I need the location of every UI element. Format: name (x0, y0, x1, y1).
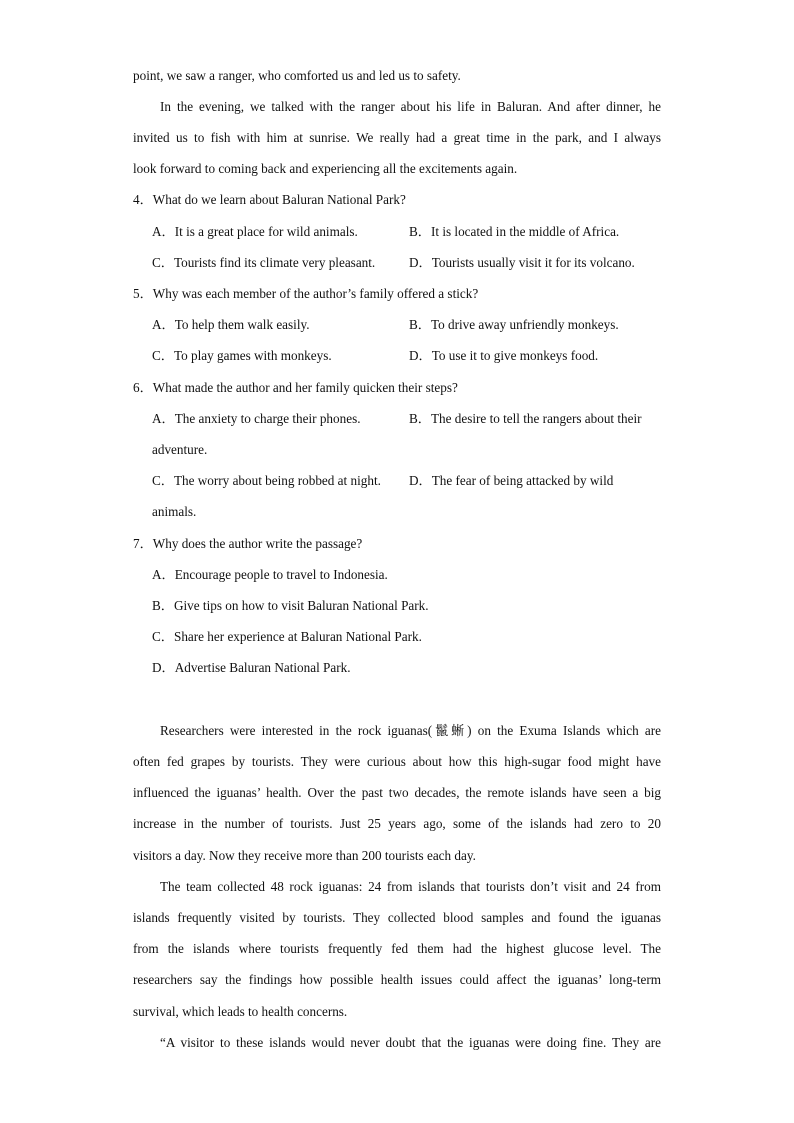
passage-line: point, we saw a ranger, who comforted us and led us to safety. (133, 68, 461, 83)
question-5-stem: 5．Why was each member of the author’s family offered a stick? (133, 286, 479, 301)
passage-line: often fed grapes by tourists. They were curious about how this high-sugar food might have (133, 754, 661, 769)
passage-line: increase in the number of tourists. Just 25 years ago, some of the islands had zero to 20 (133, 816, 661, 831)
question-6-option-a: A．The anxiety to charge their phones. (152, 411, 361, 426)
question-7-option-c: C．Share her experience at Baluran National Park. (152, 629, 422, 644)
question-5-option-b: B．To drive away unfriendly monkeys. (409, 317, 619, 332)
question-7-option-a: A．Encourage people to travel to Indonesia. (152, 567, 388, 582)
question-4-option-c: C．Tourists find its climate very pleasant. (152, 255, 376, 270)
question-6-option-c: C．The worry about being robbed at night. (152, 473, 381, 488)
question-7-option-d: D．Advertise Baluran National Park. (152, 660, 351, 675)
question-7-option-b: B．Give tips on how to visit Baluran National Park. (152, 598, 429, 613)
passage-line: survival, which leads to health concerns. (133, 1004, 348, 1019)
passage-line: look forward to coming back and experiencing all the excitements again. (133, 161, 518, 176)
question-4-option-a: A．It is a great place for wild animals. (152, 224, 358, 239)
question-4-stem: 4．What do we learn about Baluran National Park? (133, 192, 406, 207)
question-5-option-c: C．To play games with monkeys. (152, 348, 332, 363)
question-5-option-d: D．To use it to give monkeys food. (409, 348, 599, 363)
question-6-option-d-continued: animals. (152, 504, 197, 519)
question-6-option-d: D．The fear of being attacked by wild (409, 473, 614, 488)
passage-line: researchers say the findings how possible health issues could affect the iguanas’ long-term (133, 972, 661, 987)
question-6-stem: 6．What made the author and her family quicken their steps? (133, 380, 458, 395)
passage-line: visitors a day. Now they receive more than 200 tourists each day. (133, 848, 476, 863)
passage-line: from the islands where tourists frequently fed them had the highest glucose level. The (133, 941, 661, 956)
passage-line: “A visitor to these islands would never doubt that the iguanas were doing fine. They are (160, 1035, 661, 1050)
passage-line: islands frequently visited by tourists. They collected blood samples and found the iguanas (133, 910, 661, 925)
question-7-stem: 7．Why does the author write the passage? (133, 536, 363, 551)
question-6-option-b: B．The desire to tell the rangers about their (409, 411, 642, 426)
question-4-option-b: B．It is located in the middle of Africa. (409, 224, 620, 239)
passage-line: The team collected 48 rock iguanas: 24 from islands that tourists don’t visit and 24 from (160, 879, 661, 894)
question-4-option-d: D．Tourists usually visit it for its volcano. (409, 255, 635, 270)
passage-line: invited us to fish with him at sunrise. We really had a great time in the park, and I always (133, 130, 661, 145)
question-6-option-b-continued: adventure. (152, 442, 208, 457)
passage-line: Researchers were interested in the rock iguanas(鬣蜥) on the Exuma Islands which are (160, 723, 661, 738)
passage-line: influenced the iguanas’ health. Over the past two decades, the remote islands have seen a big (133, 785, 661, 800)
passage-line: In the evening, we talked with the ranger about his life in Baluran. And after dinner, he (160, 99, 661, 114)
question-5-option-a: A．To help them walk easily. (152, 317, 310, 332)
